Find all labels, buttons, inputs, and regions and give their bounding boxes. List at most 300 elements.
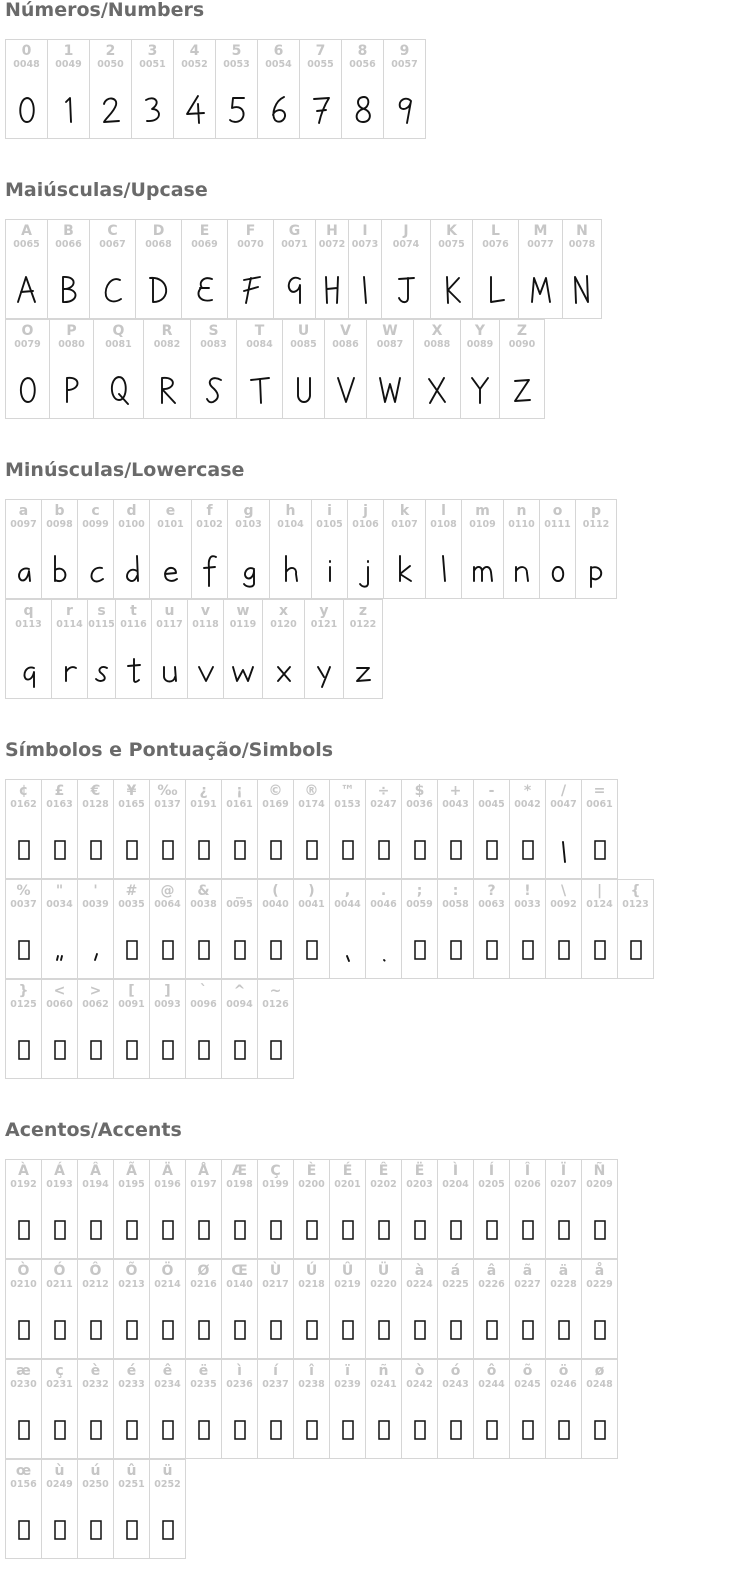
- glyph-cell: [257, 1159, 294, 1259]
- glyph-char-label: œ: [15, 1463, 32, 1479]
- glyph-char-label: ò: [414, 1363, 425, 1379]
- glyph-code-label: 0078: [568, 239, 596, 250]
- glyph-code-label: 0042: [514, 799, 541, 810]
- glyph-cell: [5, 219, 48, 319]
- glyph-cell: [77, 1459, 114, 1559]
- glyph-char-label: Y: [474, 323, 486, 339]
- glyph-code-label: 0086: [332, 339, 359, 350]
- glyph-code-label: 0055: [307, 59, 334, 70]
- glyph-sample-image: [6, 272, 47, 308]
- glyph-cell: [545, 1259, 582, 1359]
- glyph-cell: [401, 1259, 438, 1359]
- glyph-char-label: E: [199, 223, 210, 239]
- glyph-code-label: 0250: [82, 1479, 109, 1490]
- glyph-sample-image: [546, 1212, 581, 1248]
- glyph-sample-image: [6, 652, 51, 688]
- glyph-char-label: e: [165, 503, 176, 519]
- section-title: Maiúsculas/Upcase: [5, 179, 208, 201]
- section-lowercase: [5, 460, 725, 700]
- glyph-cell: [539, 499, 576, 599]
- glyph-code-label: 0207: [550, 1179, 577, 1190]
- glyph-code-label: 0072: [318, 239, 346, 250]
- glyph-sample-image: [474, 1412, 509, 1448]
- glyph-sample-image: [366, 1412, 401, 1448]
- glyph-sample-image: [258, 832, 293, 868]
- glyph-cell: [365, 1159, 402, 1259]
- glyph-char-label: Û: [341, 1263, 354, 1279]
- glyph-cell: [185, 1259, 222, 1359]
- glyph-cell: [223, 599, 263, 699]
- glyph-char-label: Ë: [414, 1163, 425, 1179]
- glyph-code-label: 0228: [550, 1279, 577, 1290]
- glyph-char-label: À: [18, 1163, 29, 1179]
- glyph-code-label: 0246: [550, 1379, 577, 1390]
- glyph-cell: [401, 879, 438, 979]
- glyph-sample-image: [402, 932, 437, 968]
- glyph-char-label: X: [431, 323, 443, 339]
- glyph-char-label: ®: [304, 783, 319, 799]
- glyph-cell: [509, 1159, 546, 1259]
- glyph-char-label: P: [66, 323, 77, 339]
- glyph-char-label: Ã: [126, 1163, 137, 1179]
- glyph-code-label: 0162: [10, 799, 37, 810]
- glyph-cell: [113, 1159, 150, 1259]
- glyph-cell: [215, 39, 258, 139]
- glyph-char-label: ê: [162, 1363, 173, 1379]
- glyph-char-label: h: [285, 503, 296, 519]
- glyph-sample-image: [294, 832, 329, 868]
- glyph-code-label: 0161: [226, 799, 253, 810]
- glyph-code-label: 0125: [10, 999, 37, 1010]
- section-title: Números/Numbers: [5, 0, 205, 21]
- glyph-code-label: 0194: [82, 1179, 109, 1190]
- glyph-code-label: 0209: [586, 1179, 613, 1190]
- glyph-char-label: J: [403, 223, 409, 239]
- glyph-char-label: 9: [399, 43, 410, 59]
- glyph-code-label: 0165: [118, 799, 145, 810]
- glyph-sample-image: [150, 1212, 185, 1248]
- glyph-code-label: 0238: [298, 1379, 325, 1390]
- glyph-cell: [113, 879, 150, 979]
- glyph-sample-image: [42, 552, 77, 588]
- glyph-code-label: 0105: [316, 519, 343, 530]
- glyph-cell: [41, 1159, 78, 1259]
- glyph-char-label: ]: [164, 983, 171, 999]
- glyph-sample-image: [48, 272, 89, 308]
- glyph-sample-image: [222, 832, 257, 868]
- glyph-sample-image: [258, 1032, 293, 1068]
- glyph-code-label: 0046: [370, 899, 397, 910]
- glyph-char-label: F: [245, 223, 256, 239]
- glyph-sample-image: [78, 932, 113, 968]
- glyph-cell: [365, 779, 402, 879]
- glyph-cell: [413, 319, 461, 419]
- glyph-char-label: Æ: [231, 1163, 248, 1179]
- glyph-code-label: 0040: [262, 899, 289, 910]
- glyph-char-label: t: [130, 603, 137, 619]
- glyph-cell: [131, 39, 174, 139]
- glyph-code-label: 0070: [237, 239, 264, 250]
- glyph-cell: [143, 319, 191, 419]
- glyph-code-label: 0122: [349, 619, 377, 630]
- glyph-sample-image: [384, 92, 425, 128]
- glyph-cell: [5, 319, 50, 419]
- glyph-sample-image: [366, 1312, 401, 1348]
- glyph-sample-image: [349, 272, 381, 308]
- glyph-cell: [47, 39, 90, 139]
- glyph-char-label: Õ: [125, 1263, 138, 1279]
- glyph-sample-image: [116, 652, 151, 688]
- glyph-code-label: 0201: [334, 1179, 361, 1190]
- glyph-char-label: :: [452, 883, 459, 899]
- glyph-code-label: 0202: [370, 1179, 397, 1190]
- glyph-code-label: 0124: [586, 899, 613, 910]
- glyph-sample-image: [132, 92, 173, 128]
- glyph-sample-image: [312, 552, 347, 588]
- glyph-cell: [401, 1359, 438, 1459]
- glyph-cell: [115, 599, 152, 699]
- glyph-char-label: Ì: [452, 1163, 459, 1179]
- glyph-code-label: 0109: [469, 519, 496, 530]
- glyph-char-label: Ö: [161, 1263, 174, 1279]
- glyph-code-label: 0087: [376, 339, 404, 350]
- glyph-sample-image: [546, 932, 581, 968]
- glyph-cell: [518, 219, 563, 319]
- glyph-sample-image: [330, 1312, 365, 1348]
- glyph-code-label: 0049: [55, 59, 82, 70]
- glyph-cell: [113, 1359, 150, 1459]
- glyph-row: [5, 220, 725, 320]
- glyph-sample-image: [78, 832, 113, 868]
- glyph-code-label: 0043: [442, 799, 469, 810]
- glyph-cell: [47, 219, 90, 319]
- glyph-code-label: 0247: [370, 799, 397, 810]
- glyph-code-label: 0206: [514, 1179, 541, 1190]
- glyph-sample-image: [540, 552, 575, 588]
- glyph-sample-image: [316, 272, 348, 308]
- glyph-char-label: d: [126, 503, 137, 519]
- section-accents: [5, 1120, 725, 1560]
- glyph-sample-image: [186, 1032, 221, 1068]
- glyph-code-label: 0236: [226, 1379, 253, 1390]
- glyph-cell: [181, 219, 228, 319]
- glyph-char-label: b: [54, 503, 65, 519]
- glyph-sample-image: [222, 932, 257, 968]
- glyph-char-label: ?: [487, 883, 496, 899]
- glyph-code-label: 0239: [334, 1379, 361, 1390]
- glyph-code-label: 0156: [10, 1479, 37, 1490]
- glyph-sample-image: [6, 372, 49, 408]
- glyph-sample-image: [258, 92, 299, 128]
- glyph-code-label: 0234: [154, 1379, 181, 1390]
- glyph-cell: [365, 1359, 402, 1459]
- glyph-cell: [5, 1459, 42, 1559]
- glyph-char-label: õ: [522, 1363, 533, 1379]
- glyph-sample-image: [78, 1212, 113, 1248]
- glyph-sample-image: [582, 1412, 617, 1448]
- glyph-row: [5, 600, 725, 700]
- glyph-char-label: 5: [231, 43, 242, 59]
- glyph-code-label: 0211: [46, 1279, 73, 1290]
- glyph-sample-image: [150, 1312, 185, 1348]
- glyph-code-label: 0230: [10, 1379, 37, 1390]
- glyph-cell: [473, 1159, 510, 1259]
- glyph-sample-image: [150, 832, 185, 868]
- glyph-sample-image: [546, 832, 581, 868]
- glyph-char-label: ¥: [126, 783, 137, 799]
- glyph-cell: [461, 499, 504, 599]
- glyph-cell: [293, 879, 330, 979]
- glyph-cell: [185, 979, 222, 1079]
- glyph-char-label: ‰: [157, 783, 178, 799]
- glyph-cell: [329, 1259, 366, 1359]
- glyph-code-label: 0061: [586, 799, 613, 810]
- glyph-char-label: @: [160, 883, 175, 899]
- glyph-cell: [77, 499, 114, 599]
- glyph-code-label: 0038: [190, 899, 217, 910]
- glyph-code-label: 0093: [154, 999, 181, 1010]
- glyph-cell: [5, 1159, 42, 1259]
- glyph-char-label: x: [278, 603, 289, 619]
- glyph-code-label: 0232: [82, 1379, 109, 1390]
- glyph-code-label: 0051: [139, 59, 166, 70]
- glyph-sample-image: [510, 1412, 545, 1448]
- glyph-sample-image: [228, 552, 269, 588]
- glyph-code-label: 0081: [105, 339, 132, 350]
- glyph-cell: [113, 979, 150, 1079]
- glyph-sample-image: [305, 652, 343, 688]
- glyph-cell: [365, 1259, 402, 1359]
- glyph-code-label: 0140: [226, 1279, 253, 1290]
- glyph-code-label: 0054: [265, 59, 292, 70]
- glyph-char-label: r: [66, 603, 73, 619]
- glyph-sample-image: [274, 272, 315, 308]
- glyph-char-label: /: [560, 783, 567, 799]
- glyph-code-label: 0195: [118, 1179, 145, 1190]
- glyph-code-label: 0100: [118, 519, 145, 530]
- glyph-cell: [113, 779, 150, 879]
- glyph-char-label: ú: [90, 1463, 101, 1479]
- glyph-sample-image: [216, 92, 257, 128]
- glyph-code-label: 0074: [392, 239, 420, 250]
- glyph-char-label: Í: [488, 1163, 495, 1179]
- glyph-sample-image: [330, 932, 365, 968]
- glyph-code-label: 0091: [118, 999, 145, 1010]
- glyph-code-label: 0067: [99, 239, 126, 250]
- glyph-sample-image: [431, 272, 472, 308]
- glyph-sample-image: [258, 1312, 293, 1348]
- glyph-code-label: 0235: [190, 1379, 217, 1390]
- glyph-code-label: 0198: [226, 1179, 253, 1190]
- glyph-char-label: ;: [416, 883, 423, 899]
- glyph-code-label: 0244: [478, 1379, 505, 1390]
- glyph-sample-image: [94, 372, 143, 408]
- glyph-cell: [293, 1259, 330, 1359]
- glyph-code-label: 0243: [442, 1379, 469, 1390]
- glyph-sample-image: [294, 1212, 329, 1248]
- glyph-row: [5, 980, 725, 1080]
- glyph-char-label: N: [576, 223, 588, 239]
- glyph-sample-image: [6, 552, 41, 588]
- glyph-code-label: 0071: [281, 239, 308, 250]
- glyph-sample-image: [52, 652, 87, 688]
- glyph-row: [5, 40, 725, 140]
- glyph-code-label: 0121: [310, 619, 338, 630]
- section-title: Símbolos e Pontuação/Simbols: [5, 739, 334, 761]
- glyph-sample-image: [510, 932, 545, 968]
- glyph-char-label: %: [16, 883, 31, 899]
- glyph-code-label: 0233: [118, 1379, 145, 1390]
- glyph-sample-image: [330, 1212, 365, 1248]
- glyph-char-label: .: [380, 883, 387, 899]
- glyph-cell: [401, 1159, 438, 1259]
- glyph-cell: [257, 979, 294, 1079]
- glyph-cell: [581, 1159, 618, 1259]
- glyph-code-label: 0118: [192, 619, 219, 630]
- glyph-cell: [282, 319, 325, 419]
- glyph-sample-image: [563, 272, 601, 308]
- glyph-code-label: 0210: [10, 1279, 37, 1290]
- glyph-cell: [87, 599, 116, 699]
- glyph-char-label: é: [126, 1363, 137, 1379]
- glyph-cell: [329, 879, 366, 979]
- glyph-char-label: €: [90, 783, 101, 799]
- glyph-row: [5, 1460, 725, 1560]
- glyph-char-label: Å: [198, 1163, 209, 1179]
- glyph-cell: [262, 599, 305, 699]
- glyph-sample-image: [582, 932, 617, 968]
- glyph-cell: [5, 979, 42, 1079]
- glyph-cell: [221, 779, 258, 879]
- glyph-char-label: 4: [189, 43, 200, 59]
- glyph-cell: [221, 1359, 258, 1459]
- glyph-sample-image: [546, 1412, 581, 1448]
- glyph-sample-image: [366, 932, 401, 968]
- glyph-cell: [509, 779, 546, 879]
- glyph-sample-image: [366, 832, 401, 868]
- glyph-cell: [473, 779, 510, 879]
- glyph-sample-image: [294, 932, 329, 968]
- glyph-sample-image: [88, 652, 115, 688]
- glyph-cell: [257, 1359, 294, 1459]
- glyph-char-label: T: [254, 323, 265, 339]
- glyph-sample-image: [42, 1412, 77, 1448]
- glyph-code-label: 0034: [46, 899, 73, 910]
- glyph-code-label: 0214: [154, 1279, 181, 1290]
- glyph-code-label: 0200: [298, 1179, 325, 1190]
- glyph-sample-image: [42, 1512, 77, 1548]
- glyph-cell: [89, 219, 136, 319]
- glyph-cell: [41, 879, 78, 979]
- glyph-cell: [41, 1359, 78, 1459]
- glyph-cell: [41, 979, 78, 1079]
- glyph-sample-image: [222, 1212, 257, 1248]
- glyph-code-label: 0041: [298, 899, 325, 910]
- glyph-sample-image: [366, 1212, 401, 1248]
- glyph-cell: [5, 499, 42, 599]
- glyph-sample-image: [6, 92, 47, 128]
- glyph-char-label: \: [560, 883, 567, 899]
- glyph-sample-image: [224, 652, 262, 688]
- glyph-cell: [437, 879, 474, 979]
- glyph-sample-image: [438, 1212, 473, 1248]
- glyph-char-label: {: [630, 883, 641, 899]
- glyph-code-label: 0108: [430, 519, 457, 530]
- glyph-code-label: 0089: [466, 339, 494, 350]
- glyph-char-label: g: [243, 503, 254, 519]
- glyph-cell: [437, 1159, 474, 1259]
- glyph-cell: [185, 1359, 222, 1459]
- glyph-cell: [77, 1259, 114, 1359]
- glyph-cell: [509, 1259, 546, 1359]
- glyph-sample-image: [136, 272, 181, 308]
- glyph-code-label: 0113: [15, 619, 42, 630]
- glyph-code-label: 0110: [508, 519, 535, 530]
- glyph-code-label: 0068: [145, 239, 172, 250]
- glyph-sample-image: [438, 1312, 473, 1348]
- glyph-code-label: 0062: [82, 999, 109, 1010]
- glyph-sample-image: [114, 552, 149, 588]
- glyph-code-label: 0056: [349, 59, 376, 70]
- glyph-code-label: 0169: [262, 799, 289, 810]
- glyph-code-label: 0035: [118, 899, 145, 910]
- glyph-sample-image: [461, 372, 499, 408]
- glyph-cell: [41, 779, 78, 879]
- glyph-char-label: á: [450, 1263, 461, 1279]
- glyph-cell: [315, 219, 349, 319]
- glyph-sample-image: [330, 832, 365, 868]
- glyph-cell: [473, 1259, 510, 1359]
- glyph-char-label: I: [362, 223, 368, 239]
- glyph-char-label: Ä: [162, 1163, 173, 1179]
- glyph-char-label: V: [340, 323, 351, 339]
- glyph-sample-image: [348, 552, 383, 588]
- glyph-cell: [473, 879, 510, 979]
- glyph-code-label: 0107: [391, 519, 418, 530]
- glyph-code-label: 0036: [406, 799, 433, 810]
- glyph-cell: [545, 779, 582, 879]
- glyph-char-label: Â: [90, 1163, 101, 1179]
- glyph-char-label: w: [236, 603, 250, 619]
- glyph-cell: [149, 1259, 186, 1359]
- glyph-cell: [472, 219, 519, 319]
- glyph-cell: [5, 879, 42, 979]
- glyph-char-label: C: [107, 223, 118, 239]
- glyph-char-label: L: [491, 223, 500, 239]
- glyph-char-label: ~: [269, 983, 282, 999]
- glyph-sample-image: [114, 1212, 149, 1248]
- glyph-char-label: j: [363, 503, 368, 519]
- glyph-cell: [329, 779, 366, 879]
- glyph-sample-image: [294, 1412, 329, 1448]
- glyph-sample-image: [188, 652, 223, 688]
- glyph-code-label: 0044: [334, 899, 361, 910]
- glyph-cell: [149, 779, 186, 879]
- glyph-cell: [473, 1359, 510, 1459]
- glyph-sample-image: [325, 372, 366, 408]
- glyph-sample-image: [6, 1212, 41, 1248]
- glyph-cell: [187, 599, 224, 699]
- glyph-char-label: 6: [273, 43, 284, 59]
- glyph-code-label: 0219: [334, 1279, 361, 1290]
- glyph-cell: [5, 39, 48, 139]
- glyph-sample-image: [519, 272, 562, 308]
- glyph-char-label: ä: [558, 1263, 569, 1279]
- glyph-sample-image: [78, 1412, 113, 1448]
- glyph-char-label: a: [18, 503, 29, 519]
- glyph-cell: [236, 319, 283, 419]
- glyph-code-label: 0039: [82, 899, 109, 910]
